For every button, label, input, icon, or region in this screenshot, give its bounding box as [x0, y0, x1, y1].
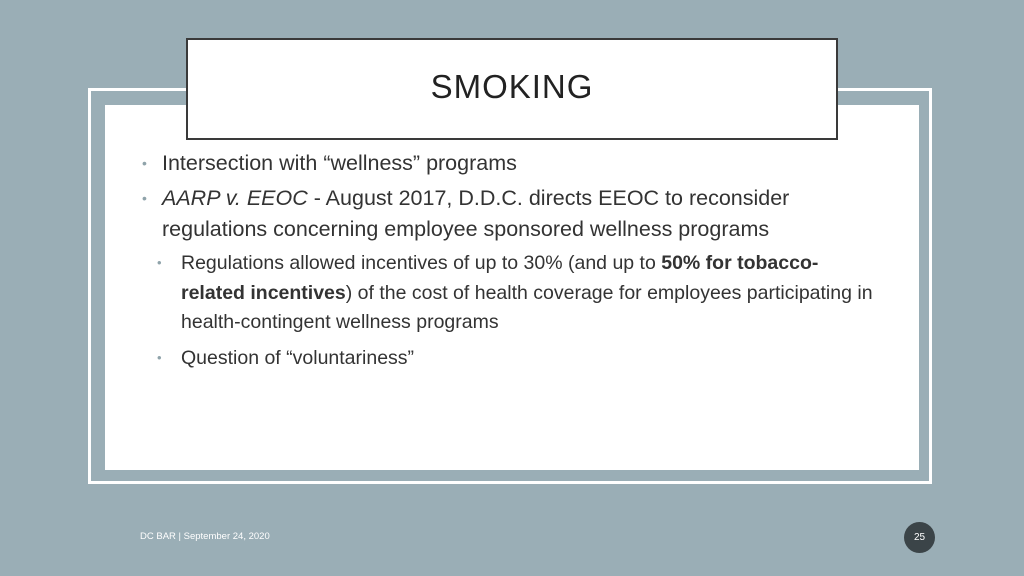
sub-bullet-text-after: ) of the cost of health coverage for employees participating in health-contingent wellness programs	[181, 281, 873, 333]
case-name: AARP v. EEOC	[162, 186, 308, 210]
bullet-text: - August 2017, D.D.C. directs EEOC to reconsider regulations concerning employee sponsored wellness programs	[162, 186, 790, 241]
sub-bullet-text-before: Regulations allowed incentives of up to 30% (and up to	[181, 252, 662, 274]
bullet-item-aarp	[140, 183, 880, 245]
sub-bullet-bold-text: 50% for tobacco-related incentives	[181, 252, 819, 304]
sub-bullet-dot-icon: •	[157, 255, 162, 270]
bullet-dot-icon: •	[142, 190, 147, 206]
bullet-list	[140, 148, 880, 379]
slide-title: SMOKING	[430, 68, 594, 105]
bullet-text: Intersection with “wellness” programs	[162, 151, 517, 175]
sub-bullet-item-voluntariness	[140, 344, 880, 374]
footer-text: DC BAR | September 24, 2020	[140, 531, 270, 542]
sub-bullet-text: Question of “voluntariness”	[181, 346, 415, 369]
sub-bullet-item-regulations	[140, 249, 880, 338]
sub-bullet-dot-icon: •	[157, 349, 162, 365]
page-number-badge	[904, 522, 935, 553]
bullet-dot-icon: •	[142, 155, 147, 171]
bullet-item-wellness	[140, 148, 880, 179]
title-box	[186, 38, 838, 140]
page-number: 25	[913, 532, 926, 543]
